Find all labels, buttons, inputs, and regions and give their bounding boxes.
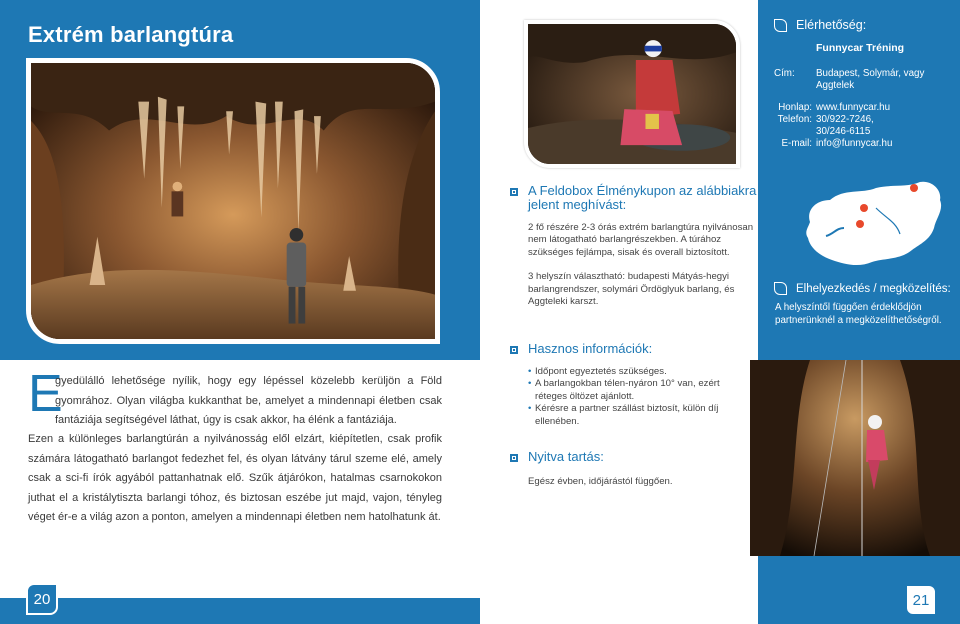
contact-title: Elérhetőség:: [796, 18, 867, 32]
body-text: Ezen a különleges barlangtúrán a nyilvánosság elől elzárt, kiépítetlen, csak profik számára látogatható barlangot fedezhet fel, és olyan látvány tárul szeme elé, amely csak a sci-fi írók agyából pattanhatnak elő. Szűk átjárókon, hatalmas csarnokokon juthat el a kristálytiszta barlangi tóhoz, és biztosan eszébe jut majd, vajon, tényleg véget ér-e a világ azon a ponton, amelyen a mindennapi életben nem hatolhatunk át.: [28, 433, 442, 524]
leaf-icon: [774, 282, 787, 295]
useful-info-title: Hasznos információk:: [528, 341, 653, 356]
drop-cap: E: [28, 365, 63, 423]
opening-hours-title: Nyitva tartás:: [528, 449, 604, 464]
list-item: • Kérésre a partner szállást biztosít, külön díj ellenében.: [528, 403, 740, 428]
location-heading: [774, 282, 951, 295]
list-item: • A barlangokban télen-nyáron 10° van, ezért réteges öltözet ajánlott.: [528, 378, 740, 403]
left-footer-bar: [0, 598, 480, 624]
page-title: Extrém barlangtúra: [28, 22, 234, 47]
intro-lines: gyedülálló lehetősége nyílik, hogy egy lépéssel közelebb kerüljön a Föld gyomrához. Olyan világba kukkanthat be, amelyet a mindennapi életben csak fantáziája segítségével láthat, úgy is csak akkor, ha élénk a fantáziája.: [55, 375, 442, 427]
list-item: • Időpont egyeztetés szükséges.: [528, 366, 740, 378]
location-text: A helyszíntől függően érdeklődjön partnerünknél a megközelíthetőségről.: [775, 302, 942, 326]
web-label: Honlap:: [778, 102, 812, 113]
phone-value-1: 30/922-7246,: [816, 114, 874, 125]
cave-photo: [26, 58, 440, 344]
page-number-left: 20: [26, 583, 58, 615]
location-title: Elhelyezkedés / megközelítés:: [796, 282, 951, 295]
descent-photo: [750, 360, 960, 556]
useful-info-list: [510, 366, 740, 428]
useful-info-section: [510, 342, 740, 428]
voucher-title: A Feldobox Élménykupon az alábbiakra jelent meghívást:: [528, 183, 757, 212]
voucher-text-1: 2 fő részére 2-3 órás extrém barlangtúra nyilvánosan nem látogatható barlangrészekben. A túrához szükséges fejlámpa, sisak és overall biztosított.: [528, 222, 754, 258]
phone-value-2: 30/246-6115: [816, 126, 871, 137]
email-label: E-mail:: [781, 138, 812, 149]
caver-photo: [524, 20, 740, 168]
opening-hours-section: [510, 450, 740, 488]
address-label: Cím:: [774, 68, 795, 79]
square-bullet-icon: [510, 346, 518, 354]
voucher-section: [510, 184, 760, 308]
company-name: Funnycar Tréning: [816, 42, 905, 54]
voucher-text-2: 3 helyszín választható: budapesti Mátyás-hegyi barlangrendszer, solymári Ördöglyuk barlang, és Aggteleki karszt.: [528, 271, 735, 308]
page-number-right: 21: [905, 584, 937, 616]
hungary-map-icon: [796, 178, 946, 272]
square-bullet-icon: [510, 188, 518, 196]
opening-hours-text: Egész évben, időjárástól függően.: [528, 476, 673, 487]
phone-label: Telefon:: [777, 114, 812, 125]
square-bullet-icon: [510, 454, 518, 462]
leaf-icon: [774, 19, 787, 32]
email-value[interactable]: info@funnycar.hu: [816, 138, 893, 149]
web-value[interactable]: www.funnycar.hu: [816, 102, 891, 113]
contact-heading: [774, 18, 866, 32]
address-value: Budapest, Solymár, vagy Aggtelek: [816, 68, 925, 92]
intro-text: [28, 372, 442, 427]
